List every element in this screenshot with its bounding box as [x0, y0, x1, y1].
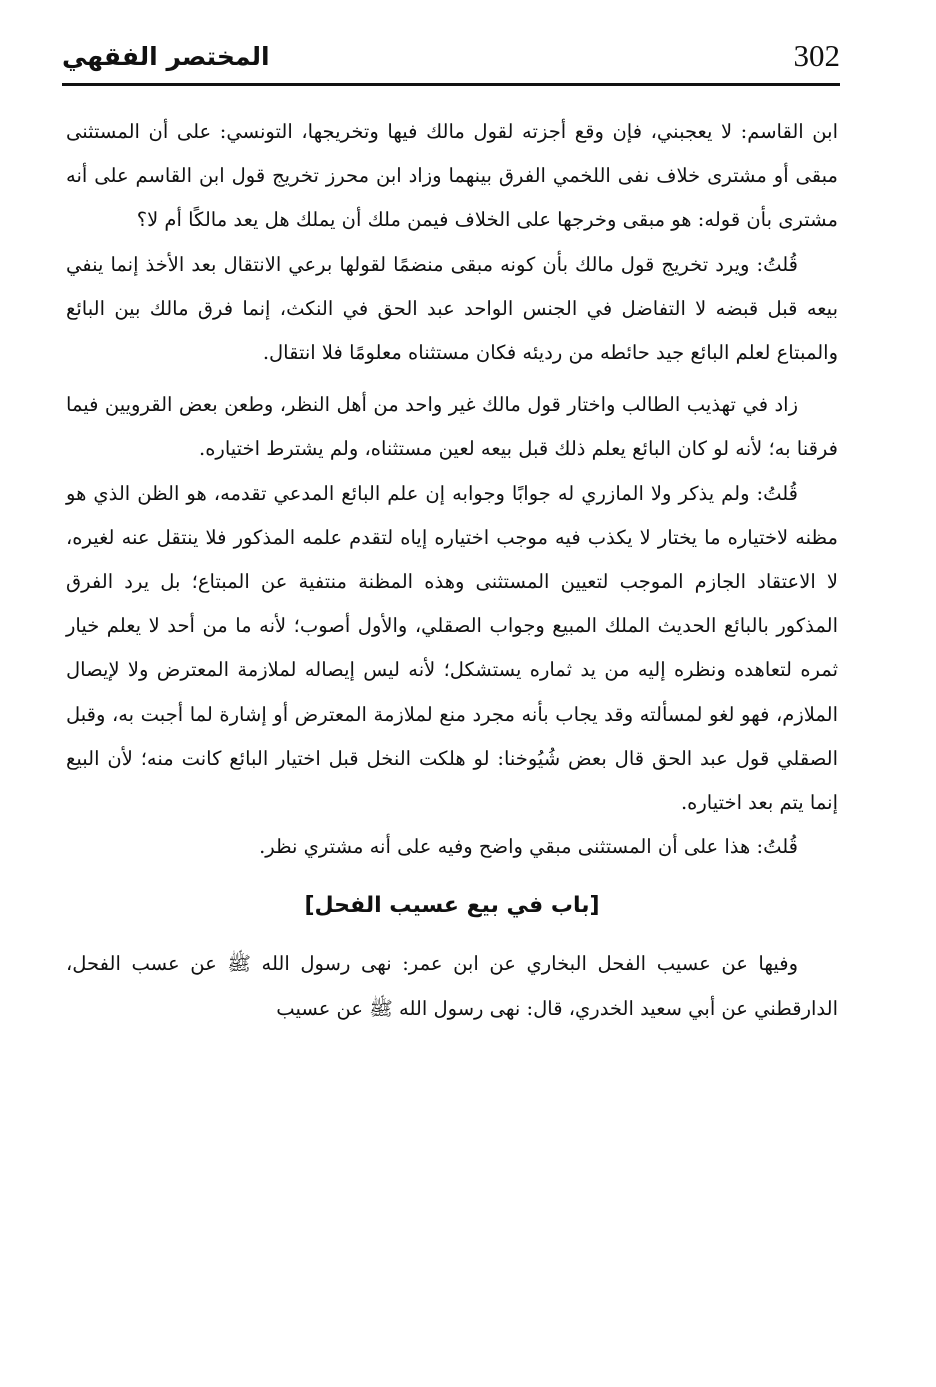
paragraph-5-text: هذا على أن المستثنى مبقي واضح وفيه على أنه مشتري نظر. — [259, 835, 757, 859]
header-divider — [62, 83, 840, 86]
paragraph-3 — [66, 383, 838, 471]
paragraph-4-text: ولم يذكر ولا المازري له جوابًا وجوابه إن علم البائع المدعي تقدمه، هو الظن الذي هو مظنه لاختياره ما يختار لا يكذب فيه موجب اختياره إياه لتقدم علمه المذكور فلا ينتقل عنه لغيره، لا الاعتقاد الجازم الموجب لتعيين المستثنى وهذه المظنة منتفية عن المبتاع؛ بل يرد الفرق المذكور بالبائع الحديث الملك المبيع وجواب الصقلي، والأول أصوب؛ لأنه ما من أحد لا يعلم خيار ثمره لتعاهده ونظره إليه من يد ثماره يستشكل؛ لأنه ليس إيصاله لملازمة المعترض ولا لإيصال الملازم، فهو لغو لمسألته وقد يجاب بأنه مجرد منع لملازمة المعترض أو إشارة لما أجبت به، وقبل الصقلي قول عبد الحق قال بعض شُيُوخنا: لو هلكت النخل قبل اختيار البائع كانت منه؛ لأن البيع إنما يتم بعد اختياره. — [66, 481, 838, 815]
page-body — [66, 110, 838, 1031]
paragraph-6 — [66, 942, 838, 1030]
qultu-label: قُلتُ: — [756, 481, 798, 505]
paragraph-4 — [66, 472, 838, 826]
paragraph-3-text: زاد في تهذيب الطالب واختار قول مالك غير واحد من أهل النظر، وطعن بعض القرويين فيما فرقنا به؛ لأنه لو كان البائع يعلم ذلك قبل بيعه لعين مستثناه، ولم يشترط اختياره. — [66, 393, 838, 461]
paragraph-6-text: وفيها عن عسيب الفحل البخاري عن ابن عمر: نهى رسول الله ﷺ عن عسب الفحل، الدارقطني عن أبي سعيد الخدري، قال: نهى رسول الله ﷺ عن عسيب — [66, 952, 838, 1020]
book-title: المختصر الفقهي — [62, 42, 270, 71]
qultu-label: قُلتُ: — [756, 252, 798, 276]
section-heading: [باب في بيع عسيب الفحل] — [304, 893, 600, 919]
qultu-label: قُلتُ: — [756, 835, 798, 859]
paragraph-1 — [66, 110, 838, 243]
page-header — [62, 38, 840, 82]
paragraph-2-text: ويرد تخريج قول مالك بأن كونه مبقى منضمًا لقولها برعي الانتقال بعد الأخذ إنما ينفي بيعه قبل قبضه لا التفاضل في الجنس الواحد عبد الحق في النكث، إنما فرق مالك بين البائع والمبتاع لعلم البائع جيد حائطه من رديئه فكان مستثناه معلومًا فلا انتقال. — [66, 252, 838, 365]
paragraph-1-text: ابن القاسم: لا يعجبني، فإن وقع أجزته لقول مالك فيها وتخريجها، التونسي: على أن المستثنى مبقى أو مشترى خلاف نفى اللخمي الفرق بينهما وزاد ابن محرز تخريج قول ابن القاسم على أنه مشترى بأن قوله: هو مبقى وخرجها على الخلاف فيمن ملك أن يملك هل يعد مالكًا أم لا؟ — [66, 120, 838, 232]
paragraph-5 — [66, 825, 838, 869]
page-number: 302 — [793, 38, 840, 73]
paragraph-2 — [66, 243, 838, 376]
